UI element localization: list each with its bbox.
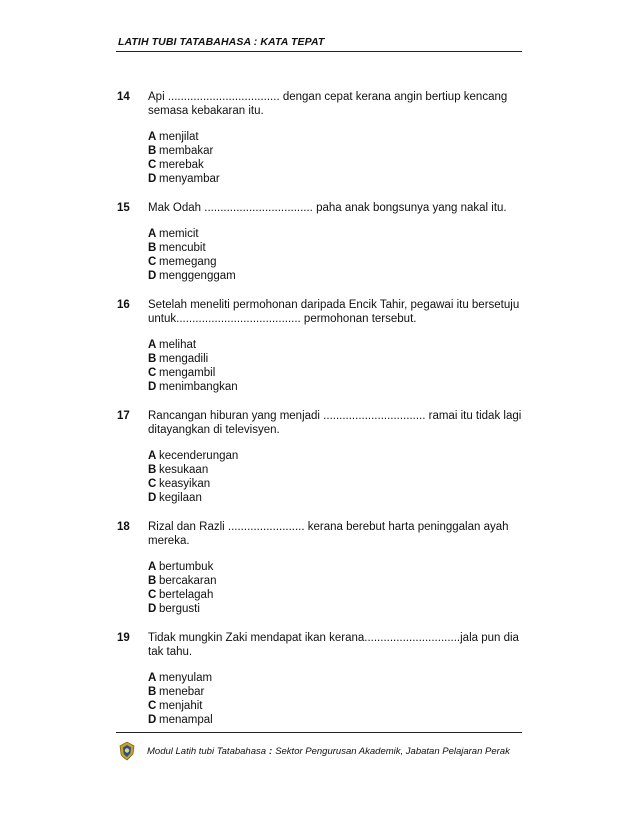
option-text: kesukaan [159,464,209,476]
page-header-title: LATIH TUBI TATABAHASA : KATA TEPAT [118,36,325,48]
page-footer [147,746,510,757]
question-list [117,90,527,742]
question-body [148,298,527,394]
option-text: menampal [159,714,213,726]
option-text: bertelagah [159,589,214,601]
question-body [148,90,527,186]
question-item [117,631,527,727]
option-text: menyambar [159,173,220,185]
answer-option [148,588,527,602]
question-item [117,409,527,505]
question-body [148,201,527,283]
option-text: merebak [159,159,204,171]
answer-option [148,463,527,477]
question-number: 18 [117,521,130,533]
option-text: menebar [159,686,205,698]
answer-option [148,172,527,186]
option-text: mencubit [159,242,206,254]
option-text: keasyikan [159,478,211,490]
option-letter: D [148,492,157,504]
answer-option [148,255,527,269]
option-letter: B [148,353,157,365]
option-letter: C [148,589,157,601]
option-letter: D [148,381,157,393]
option-letter: A [148,672,157,684]
option-letter: C [148,478,157,490]
option-text: kegilaan [159,492,202,504]
answer-option [148,158,527,172]
option-letter: D [148,714,157,726]
option-text: membakar [159,145,214,157]
option-letter: C [148,256,157,268]
question-text: Mak Odah .................................. paha anak bongsunya yang nakal itu. [148,202,507,214]
option-letter: D [148,603,157,615]
question-text: Setelah meneliti permohonan daripada Encik Tahir, pegawai itu bersetuju untuk....................................... permohonan tersebut. [148,299,520,325]
option-text: menyulam [159,672,213,684]
option-letter: A [148,450,157,462]
option-text: memegang [159,256,217,268]
state-crest-icon [118,741,136,761]
option-text: mengambil [159,367,216,379]
option-text: melihat [159,339,197,351]
option-text: kecenderungan [159,450,239,462]
question-text: Tidak mungkin Zaki mendapat ikan kerana..............................jala pun dia tak tahu. [148,632,519,658]
option-letter: C [148,367,157,379]
option-text: menjahit [159,700,203,712]
question-body [148,520,527,616]
option-text: menimbangkan [159,381,238,393]
option-text: memicit [159,228,199,240]
option-letter: A [148,339,157,351]
option-letter: B [148,686,157,698]
footer-divider [116,732,522,733]
question-number: 19 [117,632,130,644]
option-letter: B [148,575,157,587]
question-text: Rizal dan Razli ........................ kerana berebut harta peninggalan ayah mereka. [148,521,509,547]
answer-option [148,352,527,366]
answer-option [148,227,527,241]
answer-option [148,602,527,616]
option-text: bercakaran [159,575,217,587]
option-letter: A [148,131,157,143]
question-body [148,631,527,727]
option-text: bertumbuk [159,561,214,573]
option-letter: D [148,270,157,282]
option-letter: A [148,561,157,573]
answer-option [148,380,527,394]
question-number: 16 [117,299,130,311]
option-letter: B [148,242,157,254]
answer-option [148,366,527,380]
question-text: Rancangan hiburan yang menjadi ................................ ramai itu tidak lagi ditayangkan di televisyen. [148,410,522,436]
question-text: Api ................................... dengan cepat kerana angin bertiup kencang semasa kebakaran itu. [148,91,508,117]
answer-option [148,130,527,144]
question-item [117,201,527,283]
answer-option [148,671,527,685]
answer-option [148,560,527,574]
option-text: menjilat [159,131,199,143]
option-text: mengadili [159,353,209,365]
answer-option [148,144,527,158]
answer-option [148,477,527,491]
question-number: 14 [117,91,130,103]
answer-option [148,241,527,255]
footer-source: Sektor Pengurusan Akademik, Jabatan Pelajaran Perak [275,746,510,757]
answer-option [148,574,527,588]
answer-option [148,338,527,352]
option-letter: B [148,464,157,476]
option-letter: A [148,228,157,240]
option-letter: C [148,700,157,712]
footer-separator: : [269,746,273,757]
answer-option [148,699,527,713]
option-letter: C [148,159,157,171]
option-letter: D [148,173,157,185]
question-number: 17 [117,410,130,422]
option-letter: B [148,145,157,157]
answer-option [148,713,527,727]
option-text: bergusti [159,603,200,615]
question-item [117,298,527,394]
answer-option [148,449,527,463]
question-item [117,520,527,616]
answer-option [148,685,527,699]
answer-option [148,491,527,505]
footer-module-name: Modul Latih tubi Tatabahasa [147,746,267,757]
header-divider [116,51,522,52]
answer-option [148,269,527,283]
option-text: menggenggam [159,270,236,282]
question-body [148,409,527,505]
question-number: 15 [117,202,130,214]
question-item [117,90,527,186]
